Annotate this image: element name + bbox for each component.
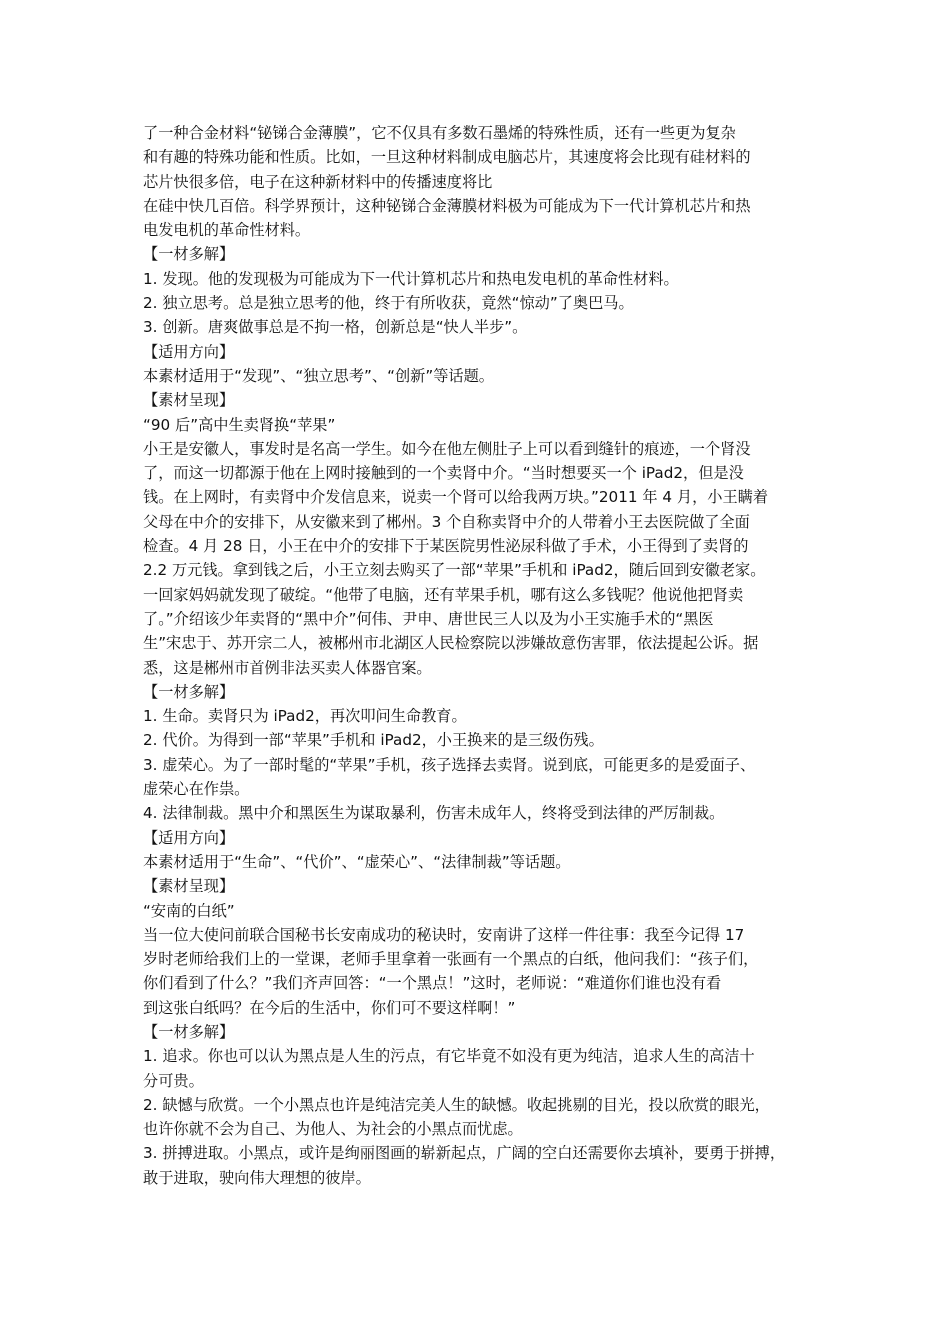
text-line: 在硅中快几百倍。科学界预计，这种铋锑合金薄膜材料极为可能成为下一代计算机芯片和热	[143, 196, 751, 215]
text-line: 2.2 万元钱。拿到钱之后，小王立刻去购买了一部“苹果”手机和 iPad2，随后回到安徽老家。	[143, 561, 766, 580]
text-line: 了。”介绍该少年卖肾的“黑中介”何伟、尹申、唐世民三人以及为小王实施手术的“黑医	[143, 609, 714, 628]
text-line: 悉，这是郴州市首例非法买卖人体器官案。	[143, 658, 432, 677]
text-line: 生”宋忠于、苏开宗二人，被郴州市北湖区人民检察院以涉嫌故意伤害罪，依法提起公诉。据	[143, 634, 759, 653]
text-line: 检查。4 月 28 日，小王在中介的安排下于某医院男性泌尿科做了手术，小王得到了卖肾的	[143, 537, 749, 556]
text-line: 了一种合金材料“铋锑合金薄膜”，它不仅具有多数石墨烯的特殊性质，还有一些更为复杂	[143, 124, 736, 142]
text-line: 小王是安徽人，事发时是名高一学生。如今在他左侧肚子上可以看到缝针的痕迹，一个肾没	[143, 439, 751, 458]
text-line: 【素材呈现】	[143, 877, 235, 896]
document-page	[143, 121, 813, 1190]
text-line: 你们看到了什么？”我们齐声回答：“一个黑点！”这时，老师说：“难道你们谁也没有看	[143, 974, 722, 993]
text-line: 3. 创新。唐爽做事总是不拘一格，创新总是“快人半步”。	[143, 318, 528, 337]
text-line: 岁时老师给我们上的一堂课，老师手里拿着一张画有一个黑点的白纸，他问我们：“孩子们，	[143, 950, 759, 969]
text-line: 【适用方向】	[143, 342, 235, 361]
text-line: 1. 发现。他的发现极为可能成为下一代计算机芯片和热电发电机的革命性材料。	[143, 269, 679, 288]
text-line: 2. 代价。为得到一部“苹果”手机和 iPad2，小王换来的是三级伤残。	[143, 731, 604, 750]
text-line: 了，而这一切都源于他在上网时接触到的一个卖肾中介。“当时想要买一个 iPad2，但是没	[143, 464, 744, 483]
text-line: 虚荣心在作祟。	[143, 780, 250, 799]
text-line: 3. 虚荣心。为了一部时髦的“苹果”手机，孩子选择去卖肾。说到底，可能更多的是爱面子、	[143, 755, 756, 774]
text-line: 本素材适用于“生命”、“代价”、“虚荣心”、“法律制裁”等话题。	[143, 852, 571, 871]
text-line: 也许你就不会为自己、为他人、为社会的小黑点而忧虑。	[143, 1120, 523, 1139]
text-line: 【素材呈现】	[143, 391, 235, 410]
text-line: 分可贵。	[143, 1071, 204, 1090]
text-line: “90 后”高中生卖肾换“苹果”	[143, 415, 336, 434]
text-line: 本素材适用于“发现”、“独立思考”、“创新”等话题。	[143, 366, 494, 385]
text-line: 1. 追求。你也可以认为黑点是人生的污点，有它毕竟不如没有更为纯洁，追求人生的高洁十	[143, 1047, 755, 1066]
text-line: 和有趣的特殊功能和性质。比如，一旦这种材料制成电脑芯片，其速度将会比现有硅材料的	[143, 148, 751, 167]
text-line: 【一材多解】	[143, 245, 235, 264]
text-line: 2. 独立思考。总是独立思考的他，终于有所收获，竟然“惊动”了奥巴马。	[143, 294, 634, 313]
text-line: 电发电机的革命性材料。	[143, 221, 311, 240]
text-line: 1. 生命。卖肾只为 iPad2，再次叩问生命教育。	[143, 707, 467, 726]
text-line: 到这张白纸吗？在今后的生活中，你们可不要这样啊！”	[143, 998, 516, 1017]
text-line: 当一位大使问前联合国秘书长安南成功的秘诀时，安南讲了这样一件往事：我至今记得 17	[143, 925, 745, 944]
text-line: 【适用方向】	[143, 828, 235, 847]
text-line: 【一材多解】	[143, 1022, 235, 1041]
text-line: 父母在中介的安排下，从安徽来到了郴州。3 个自称卖肾中介的人带着小王去医院做了全面	[143, 512, 750, 531]
text-line: 芯片快很多倍，电子在这种新材料中的传播速度将比	[143, 172, 493, 191]
text-line: 4. 法律制裁。黑中介和黑医生为谋取暴利，伤害未成年人，终将受到法律的严厉制裁。	[143, 804, 725, 823]
text-line: 【一材多解】	[143, 682, 235, 701]
text-line: 3. 拼搏进取。小黑点，或许是绚丽图画的崭新起点，广阔的空白还需要你去填补，要勇于拼搏，	[143, 1144, 786, 1163]
text-line: “安南的白纸”	[143, 901, 235, 920]
text-line: 2. 缺憾与欣赏。一个小黑点也许是纯洁完美人生的缺憾。收起挑剔的目光，投以欣赏的眼光，	[143, 1095, 770, 1114]
text-line: 钱。在上网时，有卖肾中介发信息来，说卖一个肾可以给我两万块。”2011 年 4 月，小王瞒着	[143, 488, 769, 507]
text-line: 敢于进取，驶向伟大理想的彼岸。	[143, 1168, 371, 1187]
text-line: 一回家妈妈就发现了破绽。“他带了电脑，还有苹果手机，哪有这么多钱呢？他说他把肾卖	[143, 585, 744, 604]
